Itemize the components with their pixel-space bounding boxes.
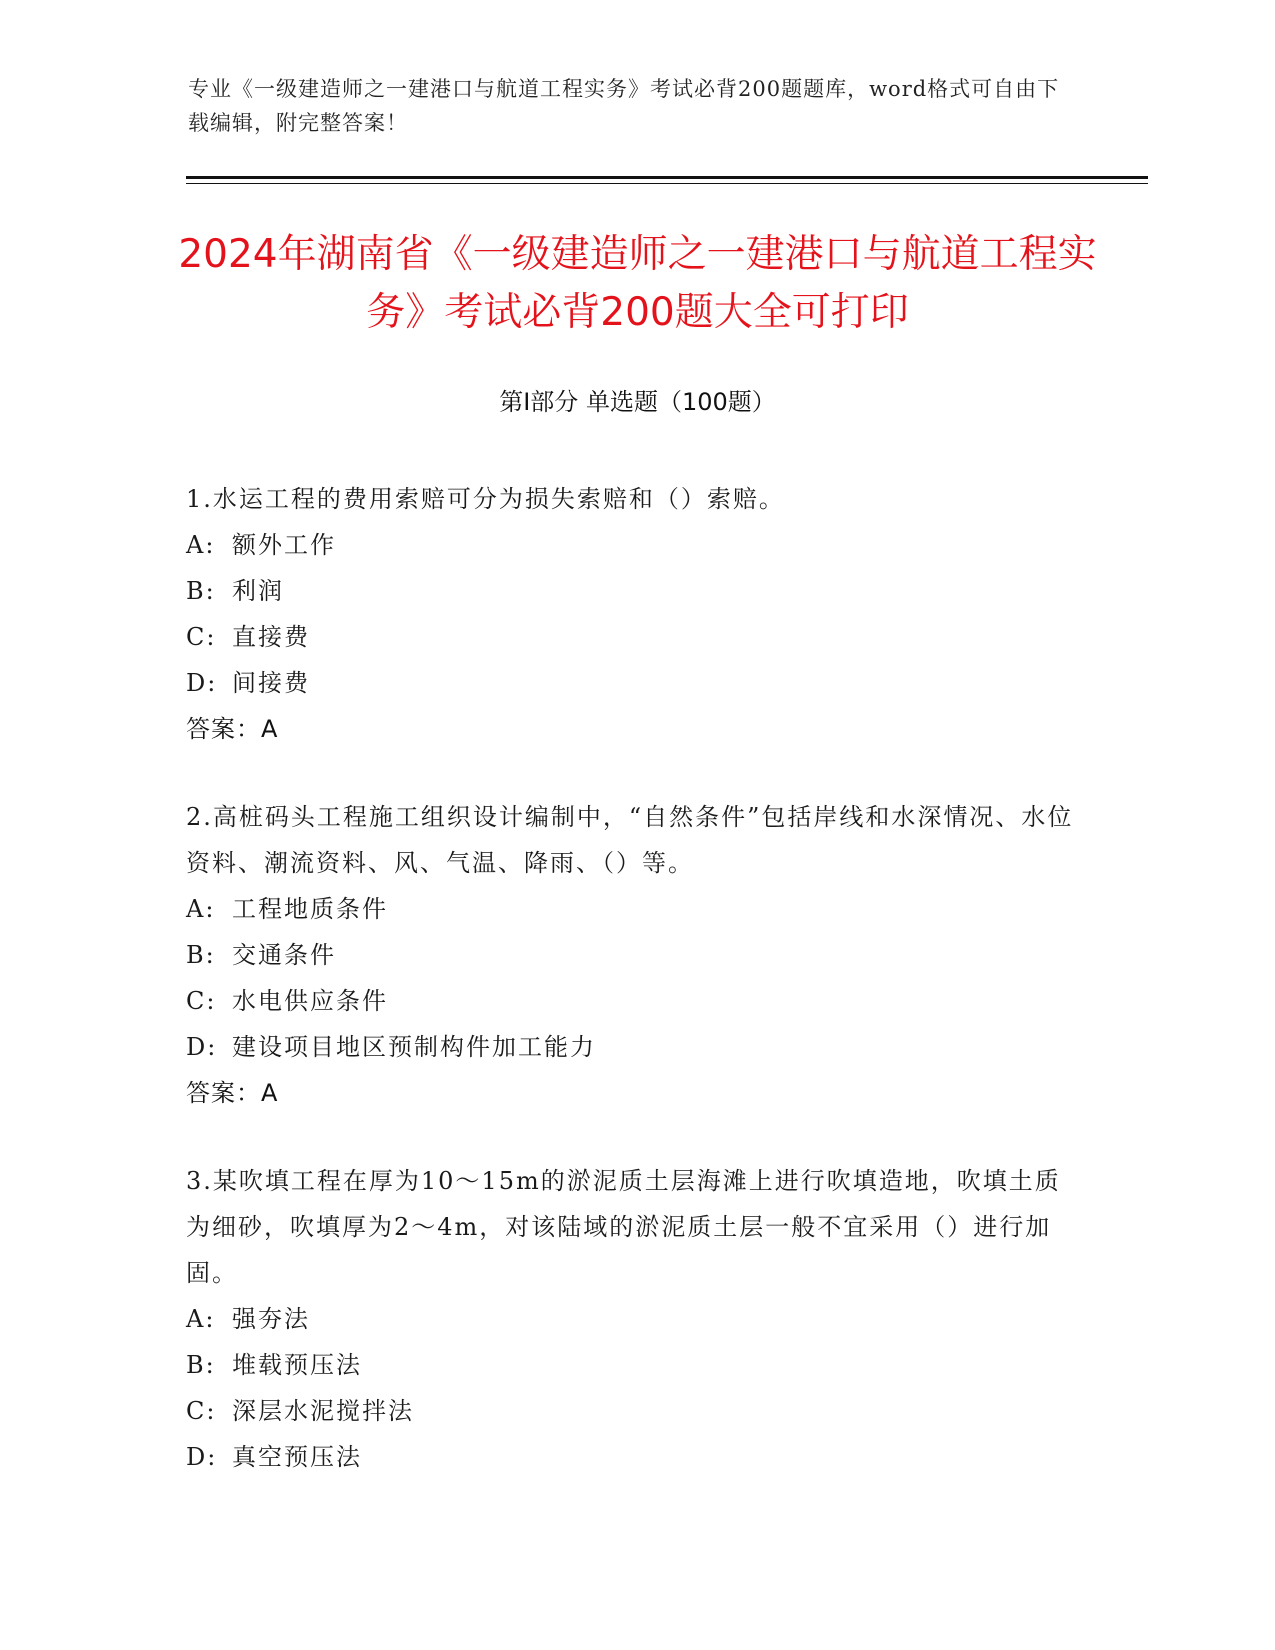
option-text: 水电供应条件	[232, 987, 388, 1015]
header-rule-thick	[186, 176, 1148, 179]
option-d	[186, 660, 1086, 706]
question-stem: 2.高桩码头工程施工组织设计编制中，“自然条件”包括岸线和水深情况、水位资料、潮流资料、风、气温、降雨、（）等。	[186, 803, 1074, 877]
answer-line: 答案：A	[186, 1079, 279, 1107]
option-letter: A:	[186, 1305, 216, 1333]
option-text: 深层水泥搅拌法	[232, 1397, 414, 1425]
document-title: 2024年湖南省《一级建造师之一建港口与航道工程实务》考试必背200题大全可打印	[178, 232, 1097, 335]
option-text: 直接费	[232, 623, 310, 651]
option-letter: A:	[186, 531, 216, 559]
option-letter: D:	[186, 669, 218, 697]
option-text: 间接费	[232, 669, 310, 697]
option-letter: D:	[186, 1443, 218, 1471]
section-heading: 第I部分 单选题（100题）	[499, 388, 776, 416]
option-a	[186, 1296, 1086, 1342]
option-letter: B:	[186, 1351, 216, 1379]
answer-line: 答案：A	[186, 715, 279, 743]
question-1	[186, 476, 1086, 752]
question-2	[186, 794, 1086, 1116]
question-stem: 3.某吹填工程在厚为10～15m的淤泥质土层海滩上进行吹填造地，吹填土质为细砂，吹填厚为2～4m，对该陆域的淤泥质土层一般不宜采用（）进行加固。	[186, 1167, 1061, 1287]
option-d	[186, 1024, 1086, 1070]
option-c	[186, 614, 1086, 660]
option-letter: C:	[186, 987, 217, 1015]
question-list	[186, 476, 1086, 1522]
header-note: 专业《一级建造师之一建港口与航道工程实务》考试必背200题题库，word格式可自由下载编辑，附完整答案！	[188, 77, 1060, 135]
option-b	[186, 568, 1086, 614]
option-c	[186, 1388, 1086, 1434]
option-b	[186, 932, 1086, 978]
option-letter: D:	[186, 1033, 218, 1061]
option-letter: B:	[186, 577, 216, 605]
header-rule-thin	[186, 183, 1148, 184]
option-text: 强夯法	[232, 1305, 310, 1333]
option-d	[186, 1434, 1086, 1480]
option-a	[186, 522, 1086, 568]
option-letter: C:	[186, 1397, 217, 1425]
question-3	[186, 1158, 1086, 1480]
option-text: 利润	[232, 577, 284, 605]
option-a	[186, 886, 1086, 932]
question-stem: 1.水运工程的费用索赔可分为损失索赔和（）索赔。	[186, 485, 785, 513]
option-letter: C:	[186, 623, 217, 651]
option-b	[186, 1342, 1086, 1388]
option-text: 额外工作	[232, 531, 336, 559]
option-letter: B:	[186, 941, 216, 969]
option-c	[186, 978, 1086, 1024]
option-text: 工程地质条件	[232, 895, 388, 923]
option-text: 交通条件	[232, 941, 336, 969]
option-text: 真空预压法	[232, 1443, 362, 1471]
option-letter: A:	[186, 895, 216, 923]
option-text: 堆载预压法	[232, 1351, 362, 1379]
option-text: 建设项目地区预制构件加工能力	[232, 1033, 596, 1061]
